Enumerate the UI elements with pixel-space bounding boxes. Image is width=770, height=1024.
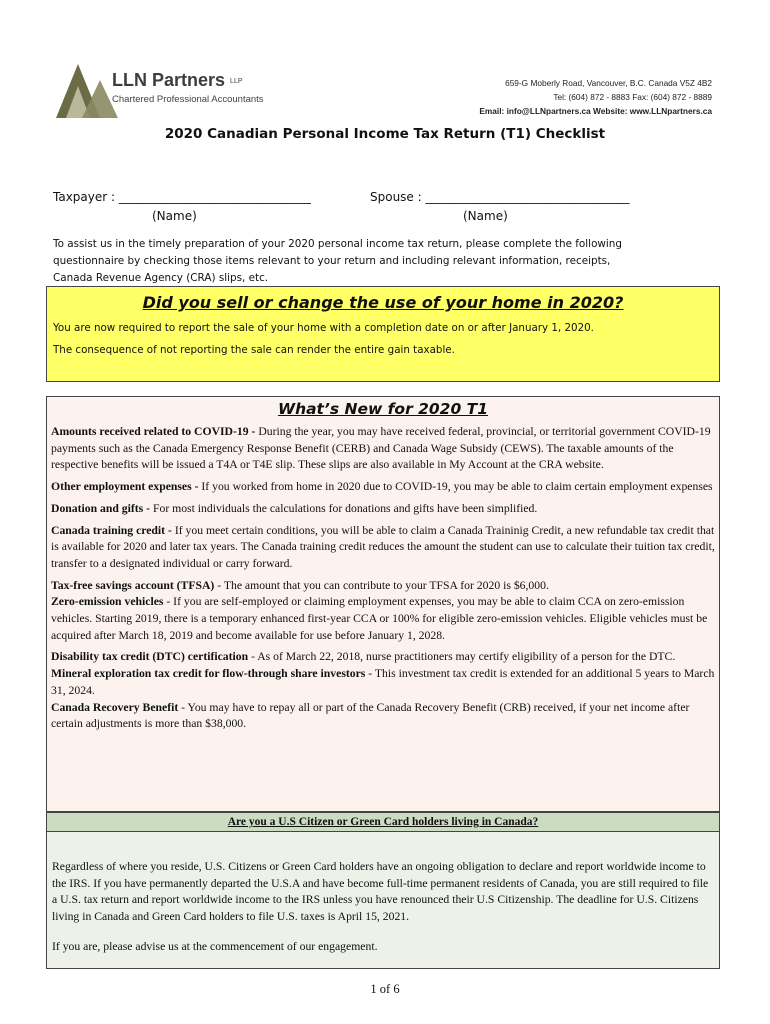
whats-new-section: [46, 396, 720, 812]
us-citizen-section: [46, 831, 720, 969]
home-sale-line1: You are now required to report the sale of your home with a completion date on or after January 1, 2020.: [53, 322, 594, 334]
us-citizen-paragraph: Regardless of where you reside, U.S. Citizens or Green Card holders have an ongoing obligation to declare and report worldwide income to the IRS. If you have permanently departed the U.S.A and have become full-time permanent residents of Canada, you are still required to file a U.S. tax return and report worldwide income to the IRS unless you have renounced their U.S Citizenship. The deadline for U.S. Citizens living in Canada and Green Card holders to file U.S. taxes is April 15, 2021.: [52, 860, 709, 924]
list-item: Canada training credit - If you meet certain conditions, you will be able to claim a Canada Traininig Credit, a new refundable tax credit that is available for 2020 and later tax years. The Canada training credit reduces the amount the student can use to calculate their tuition tax credit, transfer to a designated individual or carry forward.: [51, 523, 715, 570]
list-item: Amounts received related to COVID-19 - During the year, you may have received federal, provincial, or territorial government COVID-19 payments such as the Canada Emergency Response Benefit (CERB) and Canada Wage Subsidy (CEWS). The taxable amounts of the respective benefits will be issued a T4A or T4E slip. These slips are also available in My Account at the CRA website.: [51, 425, 711, 472]
list-item: Other employment expenses - If you worked from home in 2020 due to COVID-19, you may be able to claim certain employment expenses: [51, 480, 713, 494]
list-item: Mineral exploration tax credit for flow-through share investors - This investment tax credit is extended for an additional 5 years to March 31, 2024.: [51, 667, 715, 697]
phone-line: Tel: (604) 872 - 8883 Fax: (604) 872 - 8889: [553, 92, 712, 102]
web-line: Email: info@LLNpartners.ca Website: www.LLNpartners.ca: [479, 106, 712, 116]
list-item: Donation and gifts - For most individuals the calculations for donations and gifts have been simplified.: [51, 501, 538, 515]
intro-paragraph: To assist us in the timely preparation of your 2020 personal income tax return, please complete the following questionnaire by checking those items relevant to your return and including relevant information, receipts, Canada Revenue Agency (CRA) slips, etc.: [53, 238, 622, 284]
page-title: 2020 Canadian Personal Income Tax Return (T1) Checklist: [164, 126, 606, 142]
company-contact: [479, 76, 712, 118]
taxpayer-field[interactable]: Taxpayer : ________________________________: [53, 190, 311, 204]
page-number: 1 of 6: [370, 982, 400, 996]
company-logo: [52, 60, 272, 120]
spouse-name-caption: (Name): [463, 209, 508, 223]
list-item: Canada Recovery Benefit - You may have to repay all or part of the Canada Recovery Benefit (CRB) received, if your net income after certain adjustments is more than $38,000.: [51, 700, 690, 731]
taxpayer-name-caption: (Name): [152, 209, 197, 223]
whats-new-heading: What’s New for 2020 T1: [277, 400, 489, 418]
address-line: 659-G Moberly Road, Vancouver, B.C. Canada V5Z 4B2: [505, 78, 712, 88]
spouse-field[interactable]: Spouse : __________________________________: [370, 190, 630, 204]
list-item: Disability tax credit (DTC) certification - As of March 22, 2018, nurse practitioners may certify eligibility of a person for the DTC.: [51, 650, 676, 664]
us-citizen-advice: If you are, please advise us at the commencement of our engagement.: [52, 939, 378, 953]
home-sale-heading: Did you sell or change the use of your home in 2020?: [142, 293, 624, 312]
home-sale-line2: The consequence of not reporting the sale can render the entire gain taxable.: [53, 344, 455, 356]
us-citizen-heading: Are you a U.S Citizen or Green Card holders living in Canada?: [46, 812, 720, 832]
list-item: Tax-free savings account (TFSA) - The amount that you can contribute to your TFSA for 2020 is $6,000.: [51, 578, 549, 592]
logo-name: LLN Partners: [112, 70, 226, 90]
logo-suffix: LLP: [230, 77, 243, 85]
list-item: Zero-emission vehicles - If you are self-employed or claiming employment expenses, you may be able to claim CCA on zero-emission vehicles. Starting 2019, there is a temporary enhanced first-year CCA or 100% for eligible zero-emission vehicles. Eligible vehicles must be acquired after March 18, 2019 and become available for use before January 1, 2028.: [51, 595, 708, 642]
home-sale-notice: [46, 286, 720, 382]
logo-tagline: Chartered Professional Accountants: [112, 94, 264, 105]
